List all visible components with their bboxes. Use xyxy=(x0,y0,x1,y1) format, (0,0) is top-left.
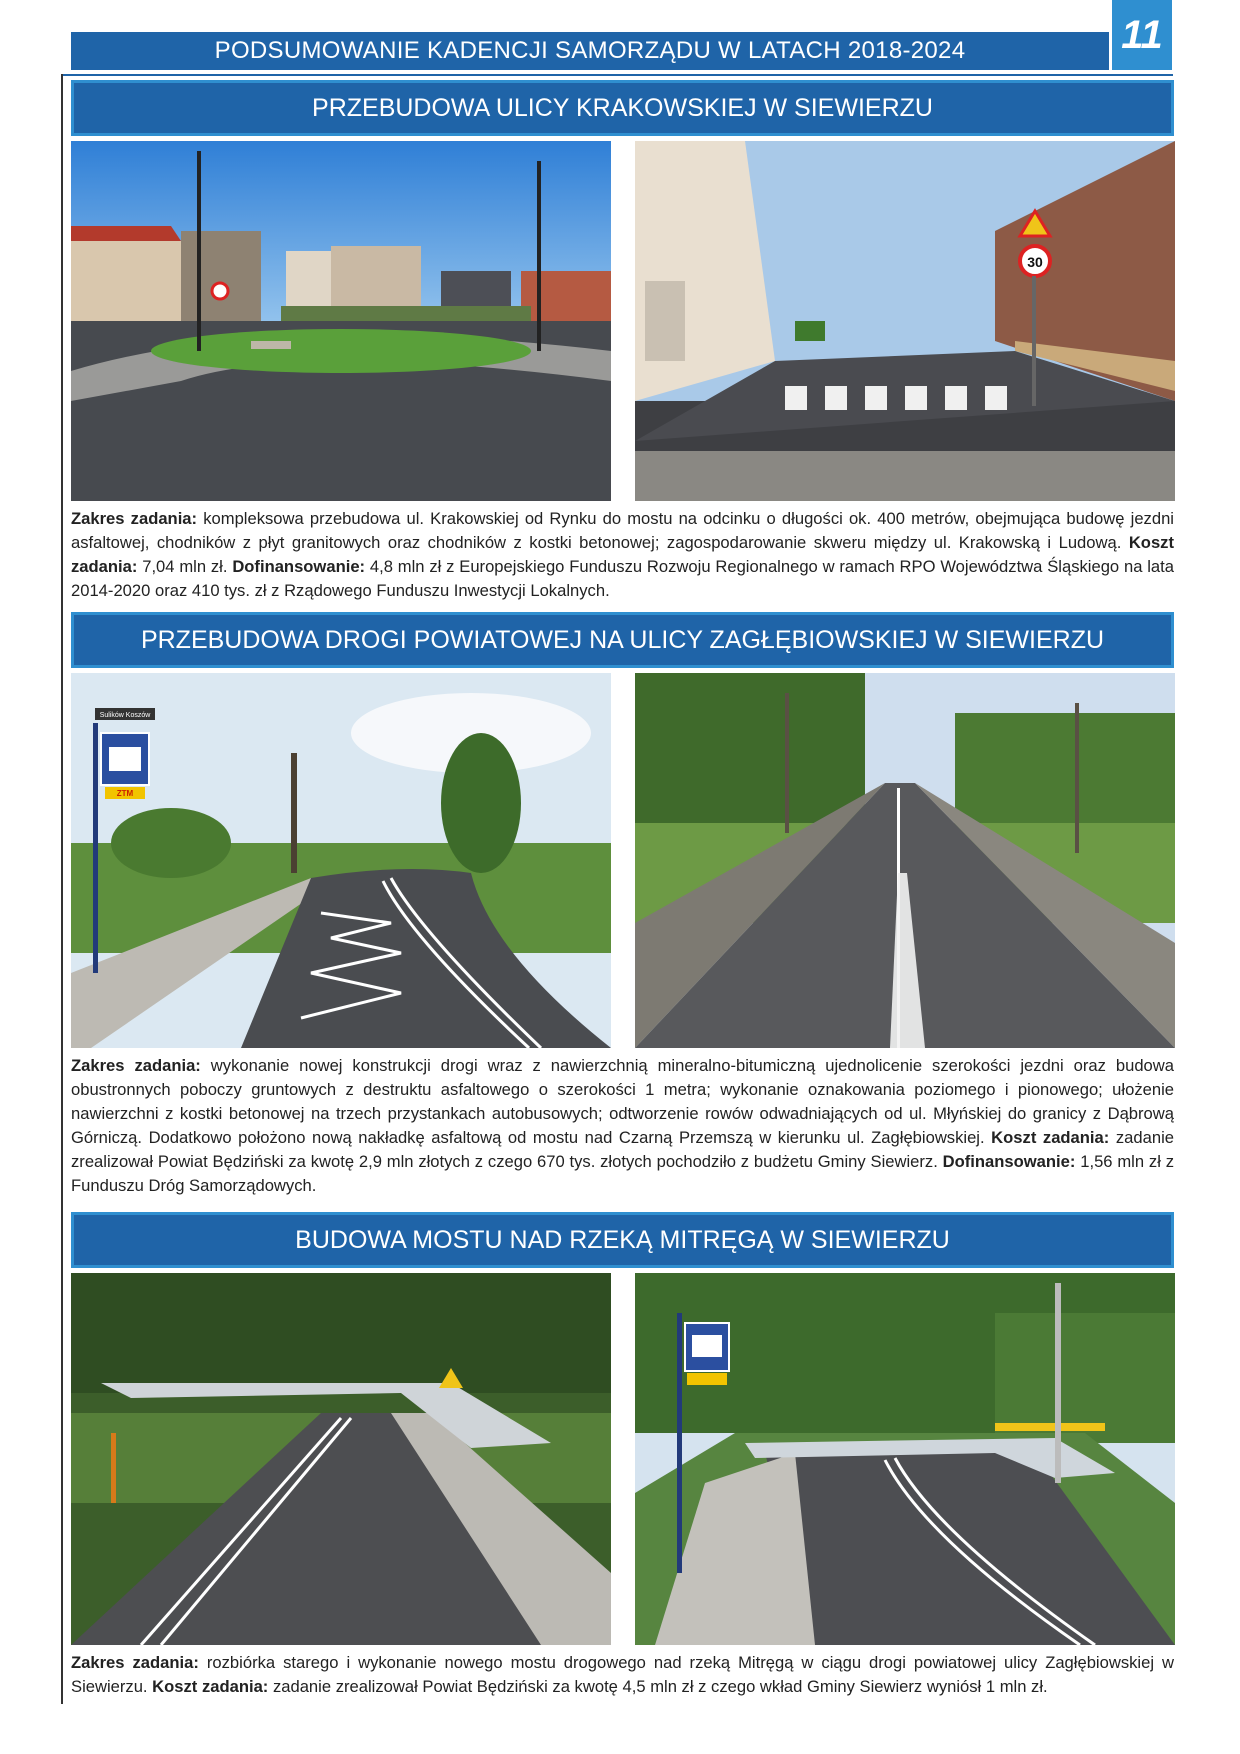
photo-bridge-busstop xyxy=(635,1273,1175,1645)
photo-zaglebiowska-straight xyxy=(635,673,1175,1048)
photo-krakowska-street xyxy=(635,141,1175,501)
header-rule xyxy=(61,74,1173,76)
left-margin-rule xyxy=(61,74,63,1704)
bus-stop-name-text: Sulików Koszów xyxy=(99,712,151,719)
photo-krakowska-square xyxy=(71,141,611,501)
section-title-zaglebiowska: PRZEBUDOWA DROGI POWIATOWEJ NA ULICY ZAGŁĘBIOWSKIEJ W SIEWIERZU xyxy=(71,612,1174,668)
section-title-mitrega-bridge: BUDOWA MOSTU NAD RZEKĄ MITRĘGĄ W SIEWIERZU xyxy=(71,1212,1174,1268)
photo-zaglebiowska-curve xyxy=(71,673,611,1048)
section-description-zaglebiowska: Zakres zadania: wykonanie nowej konstrukcji drogi wraz z nawierzchnią mineralno-bitumiczną ujednolicenie szerokości jezdni oraz budowa obustronnych poboczy gruntowych z destruktu asfaltowego o szerokości 1 metra; wykonanie oznakowania poziomego i pionowego; ułożenie nawierzchni z kostki betonowej na trzech przystankach autobusowych; odtworzenie rowów odwadniających od ul. Młyńskiej do granicy z Dąbrową Górniczą. Dodatkowo położono nową nakładkę asfaltową od mostu nad Czarną Przemszą w kierunku ul. Zagłębiowskiej. Koszt zadania: zadanie zrealizował Powiat Będziński za kwotę 2,9 mln złotych z czego 670 tys. złotych pochodziło z budżetu Gminy Siewierz. Dofinansowanie: 1,56 mln zł z Funduszu Dróg Samorządowych. xyxy=(71,1056,1174,1195)
speed-limit-sign-text: 30 xyxy=(1027,254,1043,270)
photo-bridge-road xyxy=(71,1273,611,1645)
section-title-krakowska: PRZEBUDOWA ULICY KRAKOWSKIEJ W SIEWIERZU xyxy=(71,80,1174,136)
bus-line-text: ZTM xyxy=(116,789,134,798)
section-description-krakowska: Zakres zadania: kompleksowa przebudowa ul. Krakowskiej od Rynku do mostu na odcinku o długości ok. 400 metrów, obejmująca budowę jezdni asfaltowej, chodników z płyt granitowych oraz chodników z kostki betonowej; zagospodarowanie skweru między ul. Krakowską i Ludową. Koszt zadania: 7,04 mln zł. Dofinansowanie: 4,8 mln zł z Europejskiego Funduszu Rozwoju Regionalnego w ramach RPO Województwa Śląskiego na lata 2014-2020 oraz 410 tys. zł z Rządowego Funduszu Inwestycji Lokalnych. xyxy=(71,509,1175,600)
section-description-mitrega-bridge: Zakres zadania: rozbiórka starego i wykonanie nowego mostu drogowego nad rzeką Mitręgą w ciągu drogi powiatowej ulicy Zagłębiowskiej w Siewierzu. Koszt zadania: zadanie zrealizował Powiat Będziński za kwotę 4,5 mln zł z czego wkład Gminy Siewierz wyniósł 1 mln zł. xyxy=(71,1653,1174,1696)
page-number: 11 xyxy=(1112,0,1172,70)
page-header-title: PODSUMOWANIE KADENCJI SAMORZĄDU W LATACH 2018-2024 xyxy=(71,32,1109,70)
